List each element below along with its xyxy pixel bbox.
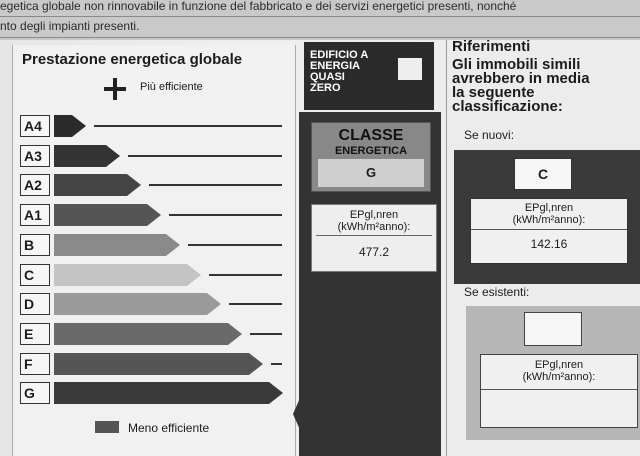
energy-class-label: A3 <box>20 145 50 167</box>
leader-line <box>250 333 282 335</box>
energy-class-label: D <box>20 293 50 315</box>
divider <box>0 37 640 38</box>
energy-class-arrow <box>54 353 263 375</box>
ep-box <box>311 204 437 272</box>
leader-line <box>271 363 282 365</box>
nzeb-box <box>304 42 434 110</box>
header-text-line-1: egetica globale non rinnovabile in funzione del fabbricato e dei servizi energetici presenti, nonché <box>0 0 517 13</box>
class-title: CLASSE <box>338 127 404 144</box>
plus-icon <box>104 78 126 100</box>
existing-ep-label: EPgl,nren (kWh/m²anno): <box>522 359 596 383</box>
energy-class-arrow <box>54 145 120 167</box>
new-buildings-ep-box <box>470 198 628 264</box>
energy-class-arrow <box>54 382 283 404</box>
scale-title: Prestazione energetica globale <box>22 51 243 68</box>
energy-class-arrow <box>54 204 161 226</box>
energy-class-arrow <box>54 293 221 315</box>
leader-line <box>209 274 282 276</box>
ep-label: EPgl,nren (kWh/m²anno): <box>337 209 411 233</box>
less-efficient-label: Meno efficiente <box>128 421 210 435</box>
energy-class-label: F <box>20 353 50 375</box>
leader-line <box>149 184 282 186</box>
divider <box>316 235 432 236</box>
new-buildings-class: C <box>514 158 572 190</box>
divider <box>481 389 637 390</box>
header-text-line-2: nto degli impianti presenti. <box>0 19 140 33</box>
existing-buildings-label: Se esistenti: <box>464 285 530 299</box>
leader-line <box>188 244 282 246</box>
energy-class-arrow <box>54 174 141 196</box>
references-title: Riferimenti <box>452 38 531 55</box>
energy-class-arrow <box>54 234 180 256</box>
nzeb-label: EDIFICIO A ENERGIA QUASI ZERO <box>310 49 369 94</box>
existing-buildings-ep-box <box>480 354 638 428</box>
new-buildings-label: Se nuovi: <box>464 128 515 142</box>
energy-class-label: C <box>20 264 50 286</box>
energy-class-label: E <box>20 323 50 345</box>
energy-class-label: B <box>20 234 50 256</box>
new-ep-label: EPgl,nren (kWh/m²anno): <box>512 202 586 226</box>
legend-swatch <box>95 421 119 433</box>
energy-class-label: A1 <box>20 204 50 226</box>
leader-line <box>169 214 282 216</box>
references-text: Gli immobili simili avrebbero in media la seguente classificazione: <box>452 56 590 115</box>
energy-class-label: A4 <box>20 115 50 137</box>
leader-line <box>128 155 282 157</box>
new-ep-value: 142.16 <box>530 237 568 251</box>
energy-class-box <box>311 122 431 192</box>
class-value: G <box>318 159 424 187</box>
nzeb-checkbox <box>398 58 422 80</box>
energy-class-label: A2 <box>20 174 50 196</box>
divider <box>471 229 627 230</box>
class-subtitle: ENERGETICA <box>334 145 408 157</box>
energy-class-arrow <box>54 323 242 345</box>
existing-buildings-class <box>524 312 582 346</box>
divider <box>0 16 640 17</box>
leader-line <box>94 125 282 127</box>
ep-value: 477.2 <box>358 245 390 259</box>
leader-line <box>229 303 282 305</box>
energy-class-label: G <box>20 382 50 404</box>
energy-class-arrow <box>54 264 201 286</box>
more-efficient-label: Più efficiente <box>140 81 203 93</box>
